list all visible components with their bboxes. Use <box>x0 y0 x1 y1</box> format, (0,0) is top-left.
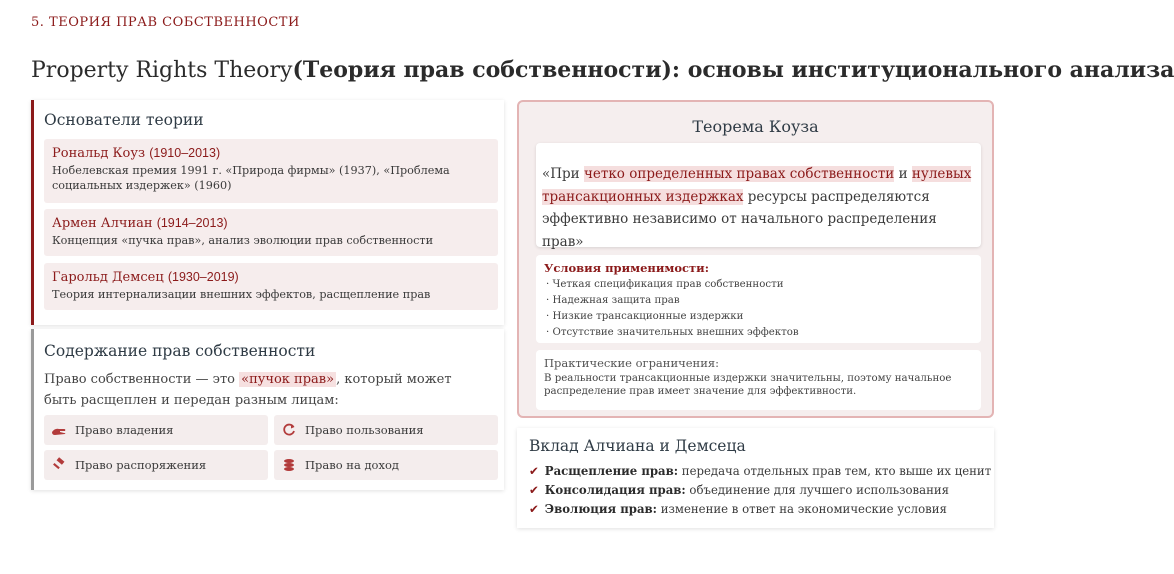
quote-highlight: нулевых трансакционных издержках <box>542 166 972 205</box>
condition-item: · Низкие трансакционные издержки <box>546 311 744 322</box>
founders-title: Основатели теории <box>44 111 204 129</box>
condition-text: Надежная защита прав <box>552 295 680 306</box>
limits-text: В реальности трансакционные издержки значительны, поэтому начальное распределение прав имеет значение для эффективности. <box>544 373 952 397</box>
founder-desc: Концепция «пучка прав», анализ эволюции прав собственности <box>52 234 434 247</box>
founders-card <box>31 100 504 325</box>
hand-icon <box>51 422 67 438</box>
founder-item <box>44 209 498 256</box>
right-disposal <box>44 450 268 480</box>
right-label: Право пользования <box>305 423 424 437</box>
page-title-ru: (Теория прав собственности): основы институционального анализа <box>292 57 1174 83</box>
contribution-desc: изменение в ответ на экономические условия <box>656 502 947 516</box>
quote-part: и <box>894 166 912 182</box>
contribution-desc: передача отдельных прав тем, кто выше их ценит <box>678 464 992 478</box>
founder-name <box>52 146 490 161</box>
contribution-item <box>529 483 949 497</box>
founder-name-text: Гарольд Демсец <box>52 270 164 285</box>
content-text <box>44 369 484 411</box>
condition-text: Отсутствие значительных внешних эффектов <box>552 327 799 338</box>
founder-name-text: Армен Алчиан <box>52 216 153 231</box>
bundle-highlight: «пучок прав» <box>241 372 335 387</box>
conditions-box <box>536 255 981 343</box>
contribution-card <box>517 428 994 528</box>
condition-text: Низкие трансакционные издержки <box>552 311 744 322</box>
contribution-item <box>529 502 947 516</box>
founder-desc: Нобелевская премия 1991 г. «Природа фирмы» (1937), «Проблема социальных издержек» (1960) <box>52 164 450 192</box>
contribution-title: Вклад Алчиана и Демсеца <box>529 437 746 455</box>
founder-name <box>52 216 490 231</box>
right-label: Право на доход <box>305 458 399 472</box>
content-text-after: , который может быть расщеплен и передан разным лицам: <box>44 372 452 408</box>
quote-part: «При <box>542 166 584 182</box>
gavel-icon <box>51 457 67 473</box>
section-label: 5. ТЕОРИЯ ПРАВ СОБСТВЕННОСТИ <box>31 15 300 30</box>
founder-item <box>44 139 498 203</box>
coase-title: Теорема Коуза <box>692 117 819 136</box>
founder-desc: Теория интернализации внешних эффектов, расщепление прав <box>52 288 431 301</box>
condition-item: · Четкая спецификация прав собственности <box>546 279 784 290</box>
condition-text: Четкая спецификация прав собственности <box>552 279 784 290</box>
founder-name <box>52 270 490 285</box>
right-ownership <box>44 415 268 445</box>
limits-title: Практические ограничения: <box>544 356 719 370</box>
founder-years: (1914–2013) <box>156 216 228 230</box>
check-icon: ✔ <box>529 483 539 497</box>
content-title: Содержание прав собственности <box>44 342 316 360</box>
page-title-en: Property Rights Theory <box>31 58 293 83</box>
contribution-desc: объединение для лучшего использования <box>685 483 950 497</box>
right-income <box>274 450 498 480</box>
check-icon: ✔ <box>529 464 539 478</box>
limits-box <box>536 350 981 410</box>
quote-part: ресурсы распределяются эффективно независимо от начального распределения прав» <box>542 188 937 250</box>
check-icon: ✔ <box>529 502 539 516</box>
right-label: Право распоряжения <box>75 458 207 472</box>
page-title <box>31 57 1174 83</box>
quote-highlight: четко определенных правах собственности <box>583 166 895 182</box>
conditions-title: Условия применимости: <box>544 261 709 275</box>
coase-quote <box>536 143 981 250</box>
condition-item: · Отсутствие значительных внешних эффектов <box>546 327 799 338</box>
refresh-icon <box>281 422 297 438</box>
contribution-term: Консолидация прав: <box>544 483 686 497</box>
contribution-term: Эволюция прав: <box>544 502 657 516</box>
coase-theorem-card <box>517 100 994 418</box>
condition-item: · Надежная защита прав <box>546 295 680 306</box>
coins-icon <box>281 457 297 473</box>
rights-content-card <box>31 329 504 490</box>
right-label: Право владения <box>75 423 174 437</box>
contribution-item <box>529 464 991 478</box>
content-text-before: Право собственности — это <box>44 372 240 387</box>
founder-item <box>44 263 498 310</box>
contribution-term: Расщепление прав: <box>544 464 679 478</box>
right-usage <box>274 415 498 445</box>
founder-years: (1930–2019) <box>167 270 239 284</box>
founder-name-text: Рональд Коуз <box>52 146 146 161</box>
founder-years: (1910–2013) <box>149 146 221 160</box>
